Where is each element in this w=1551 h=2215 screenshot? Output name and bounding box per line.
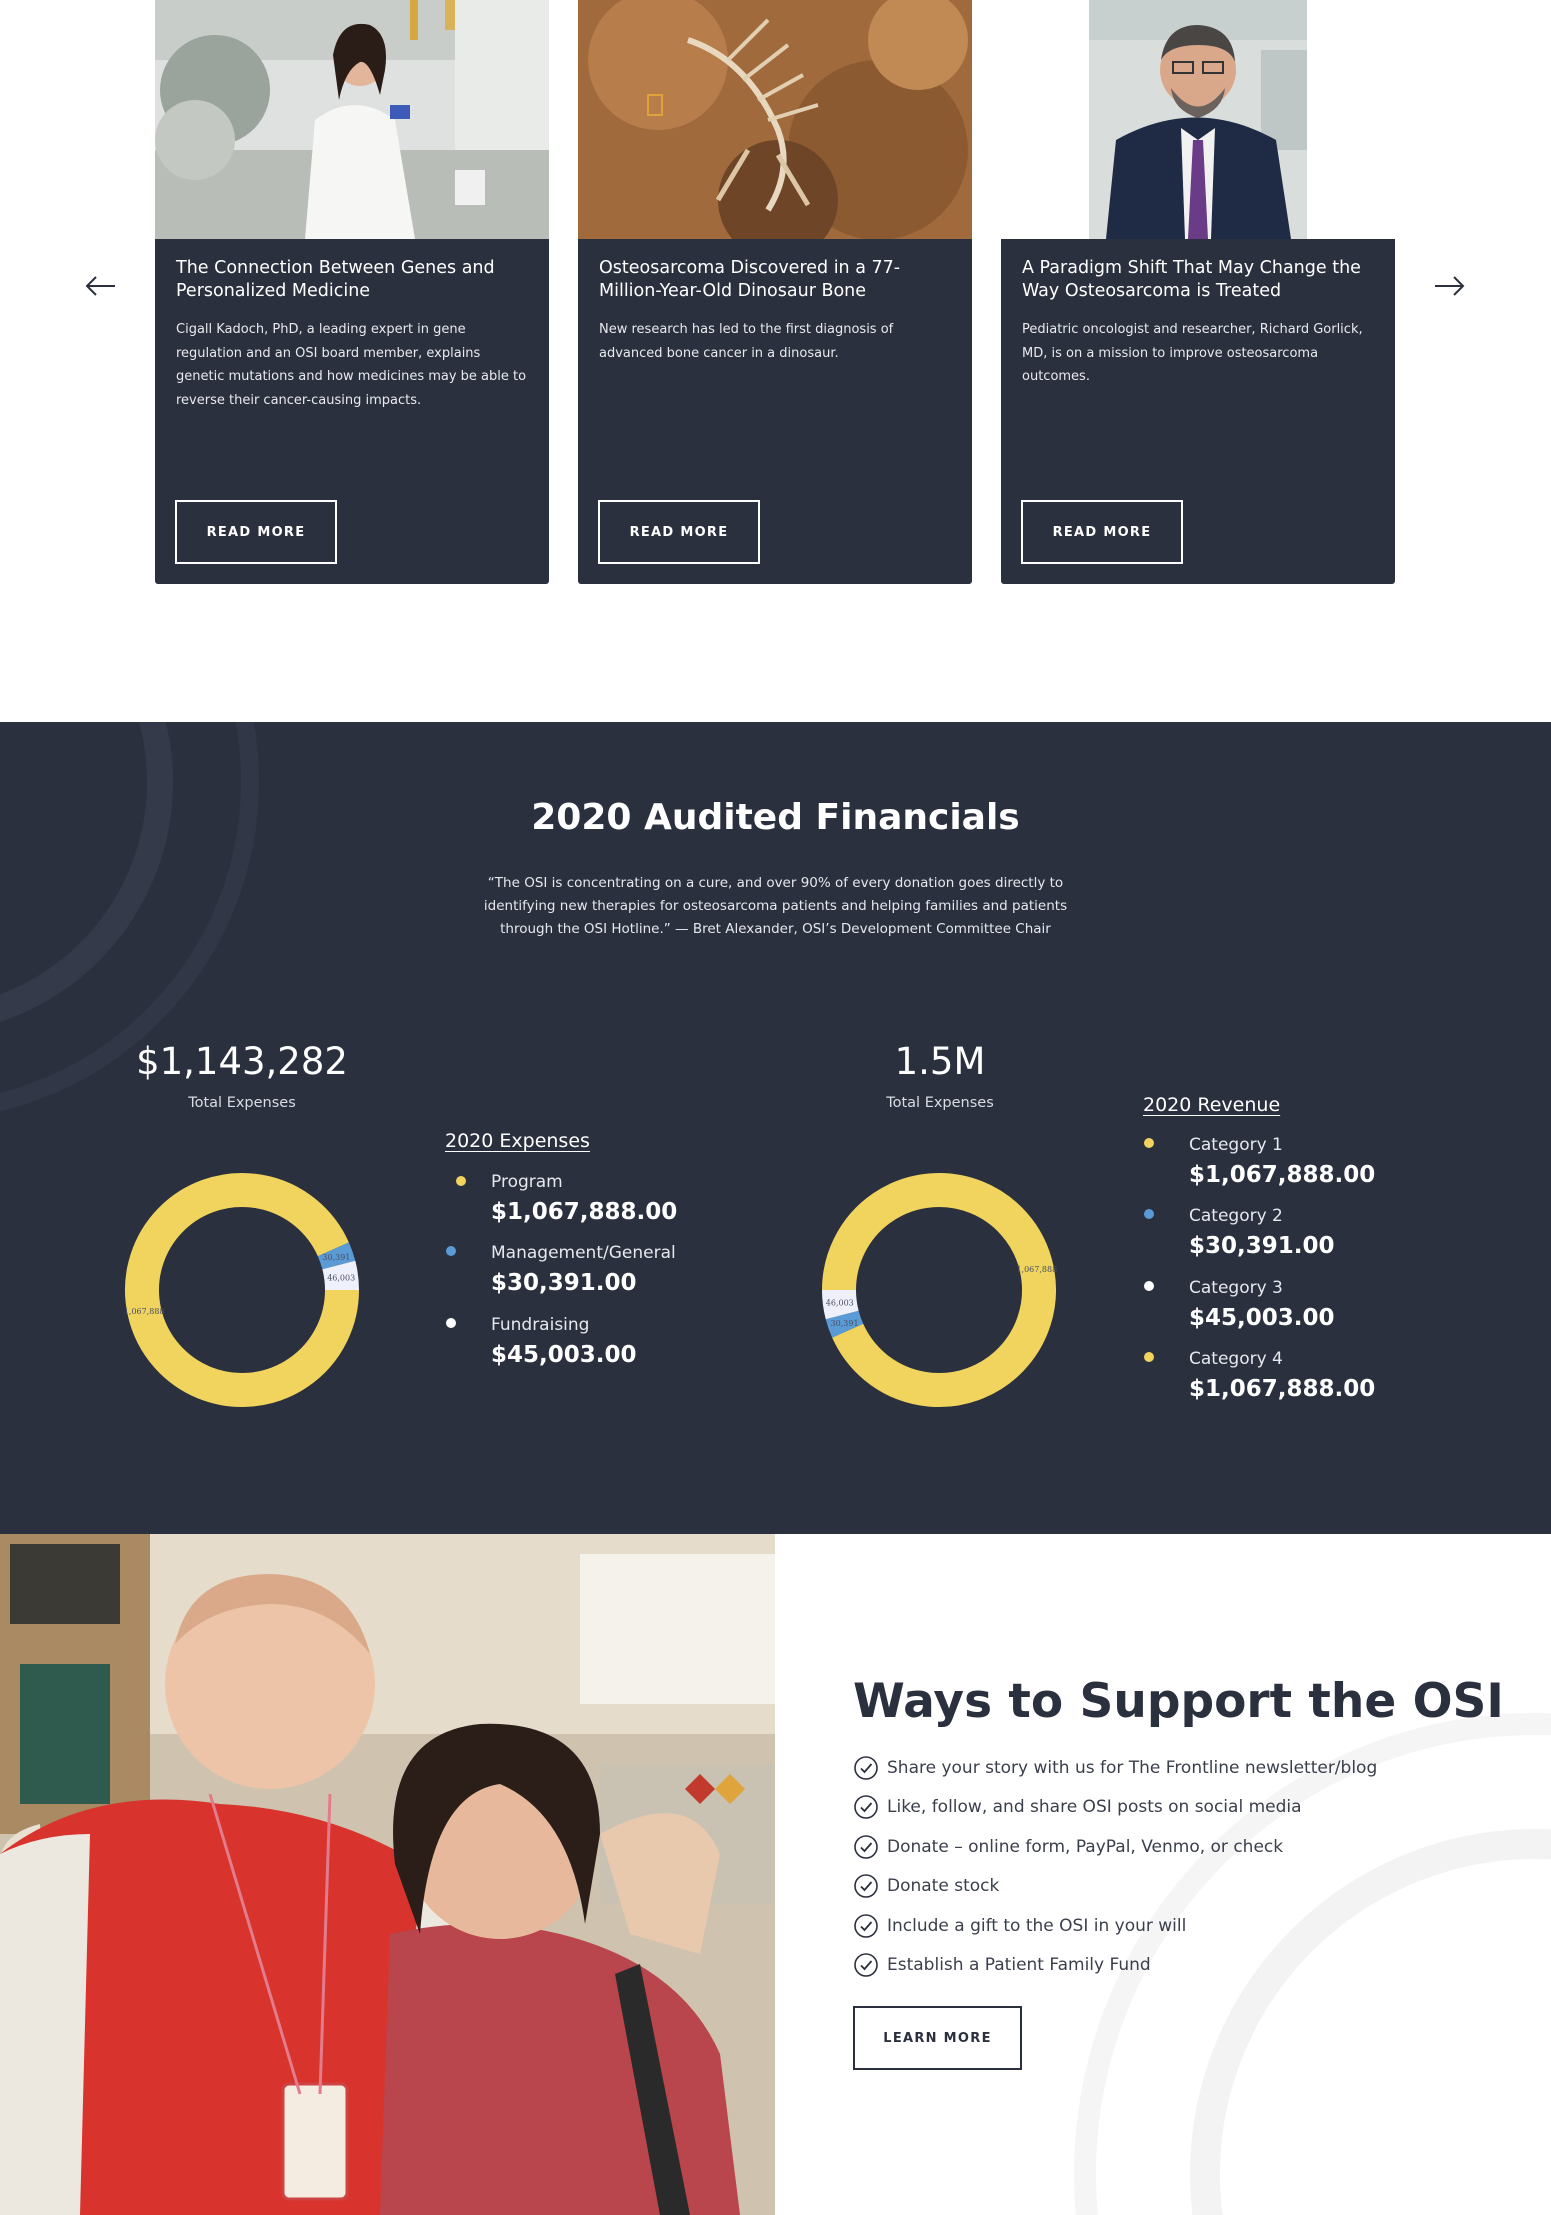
card-title[interactable]: Osteosarcoma Discovered in a 77-Million-Year-Old Dinosaur Bone	[599, 258, 901, 301]
arrow-left-icon	[79, 264, 123, 308]
support-list-item	[853, 1867, 1377, 1907]
revenue-total: 1.5M	[894, 1040, 986, 1083]
legend-dot-category-1	[1144, 1138, 1154, 1148]
check-circle-icon	[853, 1913, 879, 1939]
donut-data-label: 30,391	[830, 1318, 859, 1328]
support-list-item	[853, 1946, 1377, 1986]
support-item-text: Donate stock	[887, 1876, 1000, 1897]
expenses-total: $1,143,282	[136, 1040, 348, 1083]
legend-value: $1,067,888.00	[1189, 1162, 1376, 1188]
support-title: Ways to Support the OSI	[853, 1674, 1504, 1729]
legend-label: Program	[491, 1172, 563, 1192]
check-circle-icon	[853, 1834, 879, 1860]
legend-label: Category 3	[1189, 1278, 1283, 1298]
legend-value: $30,391.00	[1189, 1233, 1335, 1259]
legend-dot-fundraising	[446, 1318, 456, 1328]
revenue-donut-chart	[819, 1170, 1059, 1410]
check-circle-icon	[853, 1755, 879, 1781]
legend-label: Category 1	[1189, 1135, 1283, 1155]
read-more-button[interactable]: READ MORE	[175, 500, 337, 564]
card-description: Cigall Kadoch, PhD, a leading expert in gene regulation and an OSI board member, explains genetic mutations and how medicines may be able to reverse their cancer-causing impacts.	[176, 322, 527, 408]
revenue-caption: Total Expenses	[886, 1095, 994, 1111]
support-list-item	[853, 1788, 1377, 1828]
check-circle-icon	[853, 1794, 879, 1820]
carousel-prev-button[interactable]	[79, 264, 123, 308]
support-list-item	[853, 1906, 1377, 1946]
legend-label: Fundraising	[491, 1315, 590, 1335]
donut-data-label: 30,391	[322, 1253, 351, 1263]
legend-dot-category-4	[1144, 1352, 1154, 1362]
news-card	[578, 0, 972, 584]
news-card	[155, 0, 549, 584]
legend-label: Category 2	[1189, 1206, 1283, 1226]
legend-value: $1,067,888.00	[1189, 1376, 1376, 1402]
support-section	[0, 1534, 1551, 2215]
legend-dot-management	[446, 1246, 456, 1256]
read-more-button[interactable]: READ MORE	[598, 500, 760, 564]
expenses-caption: Total Expenses	[188, 1095, 296, 1111]
legend-value: $45,003.00	[491, 1342, 637, 1368]
expenses-donut-chart	[122, 1170, 362, 1410]
card-description: New research has led to the first diagnosis of advanced bone cancer in a dinosaur.	[599, 322, 894, 361]
carousel-next-button[interactable]	[1427, 264, 1471, 308]
expenses-legend-title[interactable]: 2020 Expenses	[445, 1130, 590, 1152]
legend-value: $1,067,888.00	[491, 1199, 678, 1225]
card-title[interactable]: A Paradigm Shift That May Change the Way Osteosarcoma is Treated	[1022, 258, 1361, 301]
support-list-item	[853, 1748, 1377, 1788]
donut-data-label: 1,067,888	[123, 1306, 165, 1316]
financials-title: 2020 Audited Financials	[531, 797, 1020, 838]
donut-slice-category-1	[839, 1190, 1039, 1390]
card-description: Pediatric oncologist and researcher, Richard Gorlick, MD, is on a mission to improve osteosarcoma outcomes.	[1022, 322, 1363, 384]
legend-label: Category 4	[1189, 1349, 1283, 1369]
support-item-text: Include a gift to the OSI in your will	[887, 1915, 1187, 1936]
check-circle-icon	[853, 1952, 879, 1978]
read-more-button[interactable]: READ MORE	[1021, 500, 1183, 564]
donut-data-label: 1,067,888	[1016, 1265, 1058, 1275]
card-image-scientist	[155, 0, 549, 239]
legend-label: Management/General	[491, 1243, 676, 1263]
card-title[interactable]: The Connection Between Genes and Personalized Medicine	[176, 258, 495, 301]
support-item-text: Like, follow, and share OSI posts on social media	[887, 1797, 1302, 1818]
legend-dot-category-3	[1144, 1281, 1154, 1291]
legend-value: $30,391.00	[491, 1270, 637, 1296]
card-image-dinosaur-bone	[578, 0, 972, 239]
card-image-doctor	[1001, 0, 1395, 239]
news-carousel	[0, 0, 1551, 722]
legend-value: $45,003.00	[1189, 1305, 1335, 1331]
support-item-text: Share your story with us for The Frontline newsletter/blog	[887, 1757, 1378, 1778]
support-list-item	[853, 1827, 1377, 1867]
support-list	[853, 1748, 1377, 1985]
donut-slice-program	[142, 1190, 342, 1390]
support-item-text: Donate – online form, PayPal, Venmo, or check	[887, 1836, 1284, 1857]
learn-more-button[interactable]: LEARN MORE	[853, 2006, 1022, 2070]
revenue-legend-title[interactable]: 2020 Revenue	[1143, 1094, 1281, 1116]
check-circle-icon	[853, 1873, 879, 1899]
legend-dot-program	[456, 1176, 466, 1186]
support-photo	[0, 1534, 775, 2215]
donut-data-label: 46,003	[327, 1273, 356, 1283]
support-item-text: Establish a Patient Family Fund	[887, 1955, 1151, 1976]
donut-data-label: 46,003	[825, 1298, 854, 1308]
legend-dot-category-2	[1144, 1209, 1154, 1219]
arrow-right-icon	[1427, 264, 1471, 308]
news-card	[1001, 0, 1395, 584]
financials-quote: “The OSI is concentrating on a cure, and over 90% of every donation goes directly to identifying new therapies for osteosarcoma patients and helping families and patients through the OSI Hotline.” — Bret Alexander, OSI’s Development Committee Chair	[483, 875, 1068, 937]
financials-section	[0, 722, 1551, 1534]
